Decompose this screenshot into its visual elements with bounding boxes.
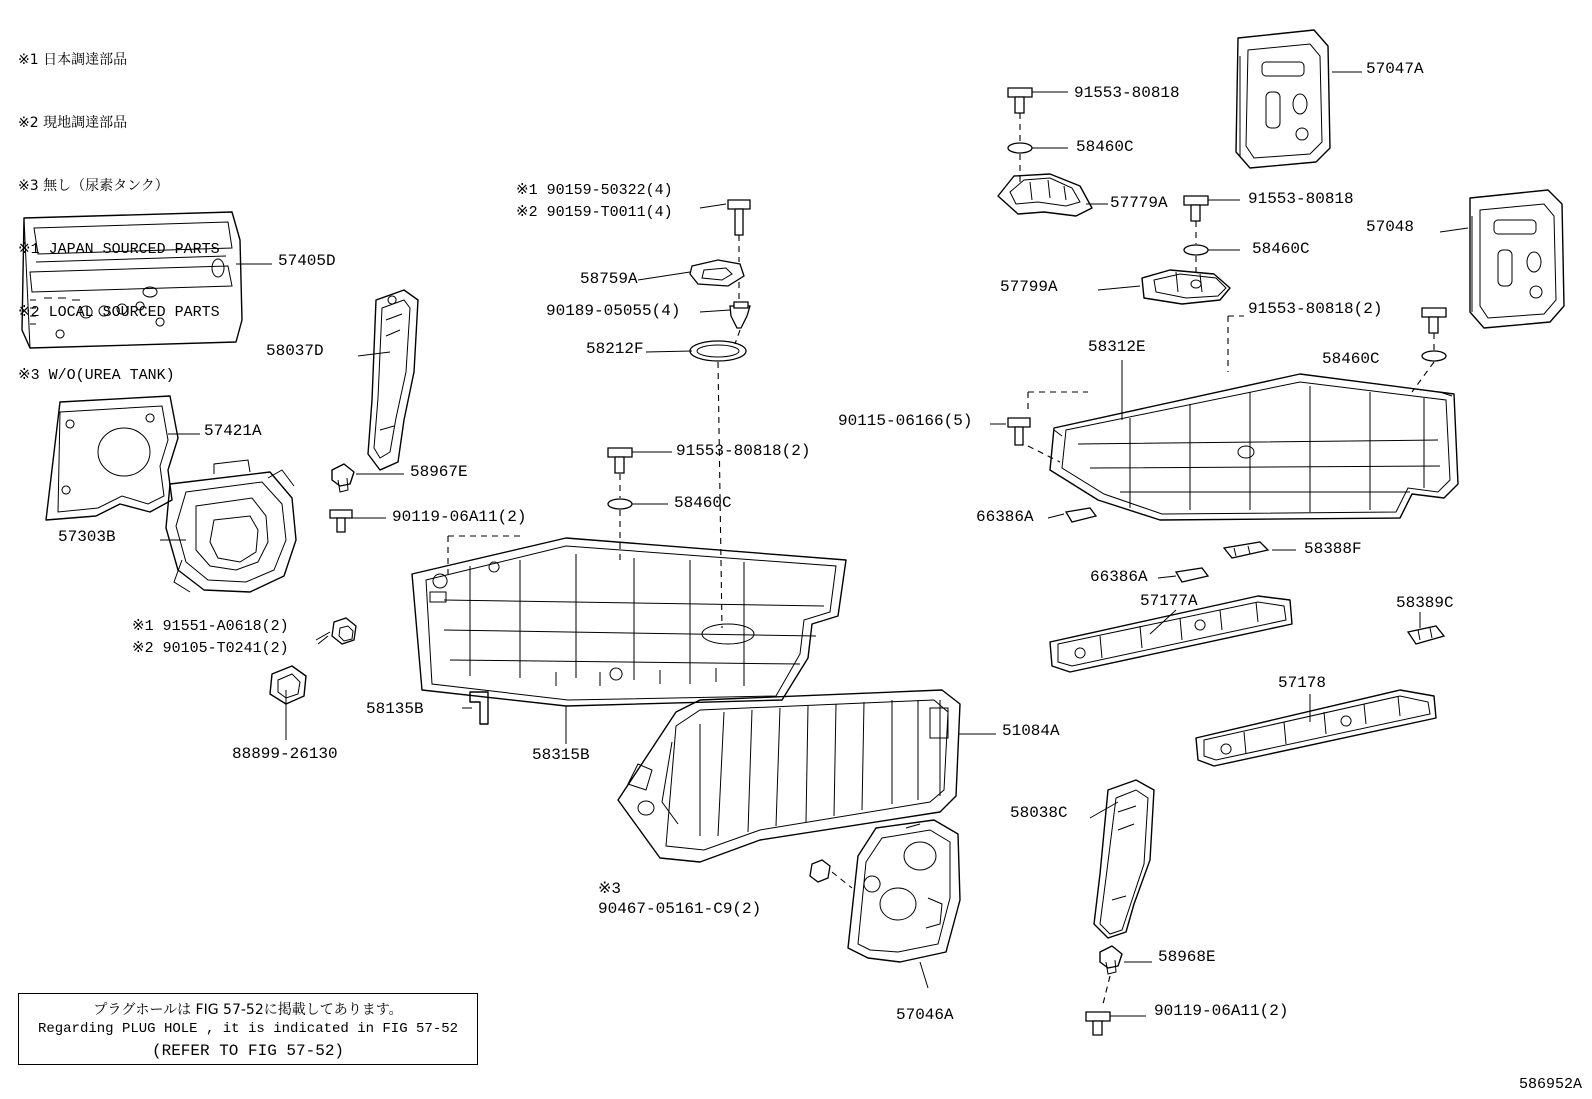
bolt-90159-top [728, 200, 750, 235]
washer-58460C-upper-right [1008, 143, 1032, 153]
part-57779A-art [998, 174, 1092, 216]
plug-hole-note [18, 993, 478, 1065]
label-91553-80818-right: 91553-80818(2) [1248, 300, 1383, 318]
label-57303B: 57303B [58, 528, 116, 546]
part-58135B-art [470, 692, 488, 724]
label-57421A: 57421A [204, 422, 262, 440]
leader-lines [160, 72, 1468, 1016]
bolt-90119-06A11-left [330, 510, 352, 532]
label-58460C-right: 58460C [1322, 350, 1380, 368]
label-91553-80818-top: 91553-80818 [1074, 84, 1180, 102]
label-57799A: 57799A [1000, 278, 1058, 296]
legend-line-2: ※2 現地調達部品 [18, 115, 128, 131]
part-88899-26130-art [270, 666, 306, 704]
legend-line-1: ※1 日本調達部品 [18, 52, 128, 68]
legend-block [18, 8, 220, 428]
part-58967E-art [332, 464, 354, 492]
note-line-ref: (REFER TO FIG 57-52) [151, 1042, 345, 1060]
label-58315B: 58315B [532, 746, 590, 764]
label-58460C-top: 58460C [1076, 138, 1134, 156]
label-51084A: 51084A [1002, 722, 1060, 740]
bolt-90119-06A11-right [1086, 1012, 1110, 1035]
label-57177A: 57177A [1140, 592, 1198, 610]
label-57405D: 57405D [278, 252, 336, 270]
label-58135B: 58135B [366, 700, 424, 718]
part-58759A-art [690, 260, 744, 286]
label-58460C-center: 58460C [674, 494, 732, 512]
label-91553-80818-top2: 91553-80818 [1248, 190, 1354, 208]
label-58038C: 58038C [1010, 804, 1068, 822]
note-line-jp: プラグホールは FIG 57-52に掲載してあります。 [93, 1002, 403, 1018]
bolt-90467-05161 [810, 860, 830, 882]
label-66386A-2: 66386A [1090, 568, 1148, 586]
part-66386A-1-art [1066, 508, 1096, 522]
legend-line-5: ※2 LOCAL SOURCED PARTS [18, 304, 220, 321]
bolt-91553-upper-right [1008, 88, 1032, 113]
label-90467-mark: ※3 [598, 880, 622, 898]
label-58968E: 58968E [1158, 948, 1216, 966]
label-58212F: 58212F [586, 340, 644, 358]
nut-91551-A0618 [318, 618, 356, 644]
label-91553-80818-center: 91553-80818(2) [676, 442, 811, 460]
part-58388F-art [1224, 542, 1268, 558]
part-58968E-art [1100, 946, 1122, 974]
label-58037D: 58037D [266, 342, 324, 360]
bolt-90115-06166 [1008, 418, 1030, 445]
bolt-91553-upper-right-2 [1184, 196, 1208, 221]
label-90119-06A11-right: 90119-06A11(2) [1154, 1002, 1289, 1020]
label-90105-T0241: ※2 90105-T0241(2) [132, 640, 289, 657]
label-90189-05055: 90189-05055(4) [546, 302, 681, 320]
label-58312E: 58312E [1088, 338, 1146, 356]
label-58388F: 58388F [1304, 540, 1362, 558]
legend-line-3: ※3 無し（尿素タンク） [18, 178, 169, 194]
grommet-90189-05055 [730, 302, 750, 328]
label-57046A: 57046A [896, 1006, 954, 1024]
label-58389C: 58389C [1396, 594, 1454, 612]
legend-line-4: ※1 JAPAN SOURCED PARTS [18, 241, 220, 258]
part-57303B-art [166, 460, 296, 592]
label-58967E: 58967E [410, 463, 468, 481]
label-58759A: 58759A [580, 270, 638, 288]
label-57779A: 57779A [1110, 194, 1168, 212]
part-57046A-art [848, 820, 960, 962]
label-58460C-top2: 58460C [1252, 240, 1310, 258]
part-57047A-art [1236, 30, 1330, 168]
label-90159-T0011: ※2 90159-T0011(4) [516, 204, 673, 221]
label-88899-26130: 88899-26130 [232, 745, 338, 763]
bolt-91553-right [1422, 308, 1446, 333]
washer-58460C-center [608, 499, 632, 509]
part-58312E-art [1050, 374, 1458, 520]
part-57799A-art [1142, 270, 1230, 304]
note-line-en: Regarding PLUG HOLE , it is indicated in FIG 57-52 [37, 1021, 459, 1037]
label-57178: 57178 [1278, 674, 1327, 692]
label-90159-50322: ※1 90159-50322(4) [516, 182, 673, 199]
label-90467-05161: 90467-05161-C9(2) [598, 900, 762, 918]
part-51084A-art [618, 690, 960, 862]
part-57178-art [1196, 690, 1436, 766]
bolt-91553-center [608, 448, 632, 473]
part-58212F-art [690, 341, 746, 361]
legend-line-6: ※3 W/O(UREA TANK) [18, 367, 175, 384]
part-58037D-art [368, 290, 418, 470]
label-57048: 57048 [1366, 218, 1415, 236]
part-66386A-2-art [1176, 568, 1208, 582]
label-90119-06A11-left: 90119-06A11(2) [392, 508, 527, 526]
part-58389C-art [1408, 626, 1444, 644]
part-57048-art [1470, 190, 1564, 328]
label-91551-A0618: ※1 91551-A0618(2) [132, 618, 289, 635]
label-66386A-1: 66386A [976, 508, 1034, 526]
part-58315B-art [412, 538, 846, 706]
label-57047A: 57047A [1366, 60, 1424, 78]
washer-58460C-upper-right-2 [1184, 245, 1208, 255]
diagram-code: 586952A [1518, 1076, 1582, 1093]
label-90115-06166: 90115-06166(5) [838, 412, 973, 430]
washer-58460C-right [1422, 351, 1446, 361]
part-58038C-art [1094, 780, 1154, 938]
